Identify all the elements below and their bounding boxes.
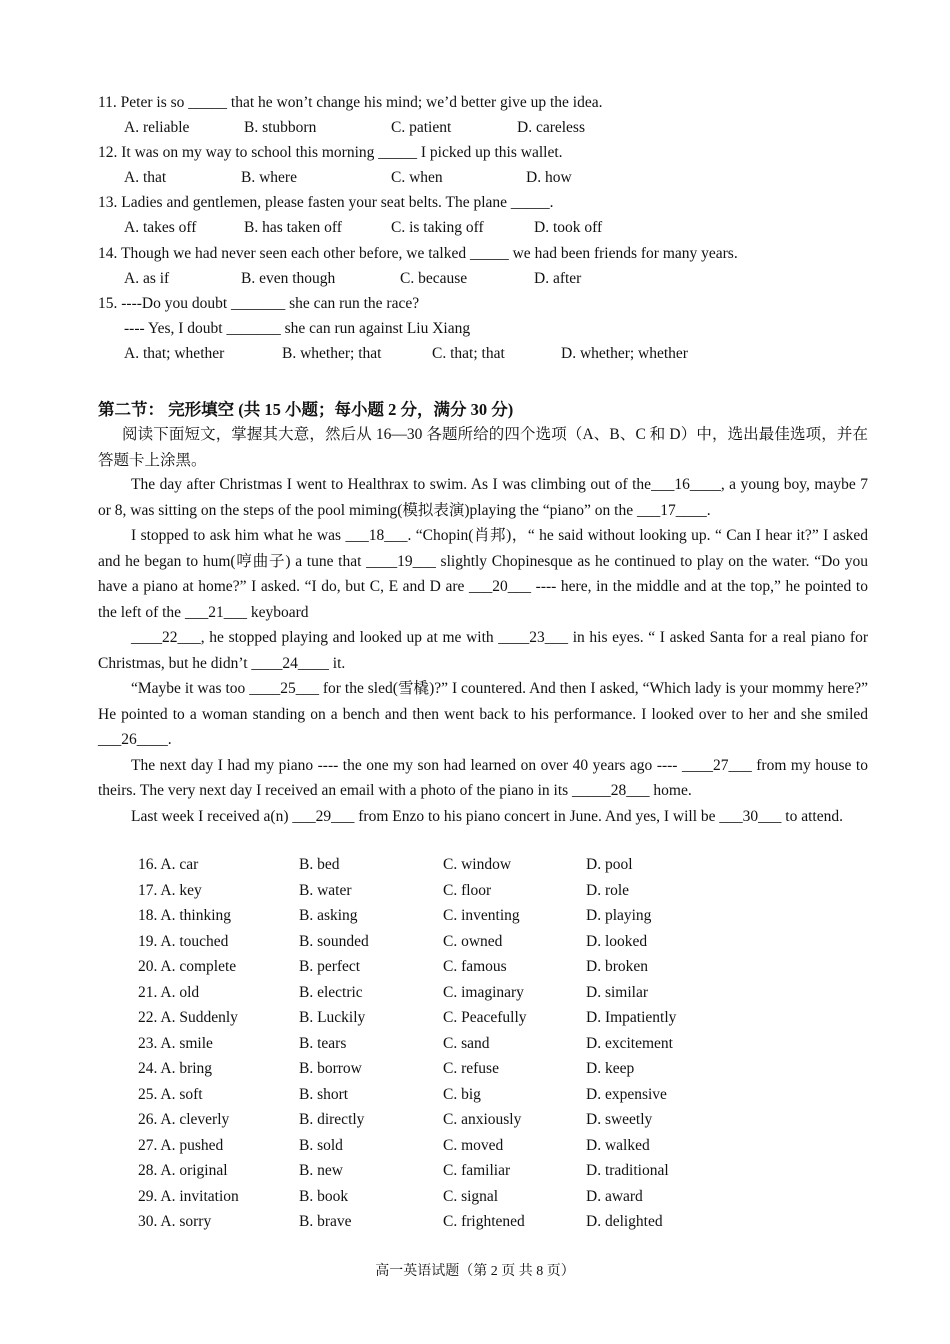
choice-b: B. new: [299, 1162, 343, 1179]
section-instruction: 阅读下面短文，掌握其大意，然后从 16—30 各题所给的四个选项（A、B、C 和 D）中，选出最佳选项，并在答题卡上涂黑。: [98, 426, 868, 469]
choice-c: C. famous: [443, 958, 507, 975]
choice-d: D. award: [586, 1187, 643, 1205]
option-a: A. as if: [124, 270, 170, 287]
option-a: A. takes off: [124, 219, 197, 236]
choice-c: C. owned: [443, 932, 503, 950]
question-13-stem: 13. Ladies and gentlemen, please fasten your seat belts. The plane _____.: [98, 194, 554, 211]
choice-c: C. floor: [443, 881, 492, 899]
choice-c: C. moved: [443, 1136, 504, 1154]
passage-paragraph: Last week I received a(n) ___29___ from Enzo to his piano concert in June. And yes, I will be ___30___ to attend.: [131, 807, 843, 825]
option-d: D. took off: [534, 219, 603, 236]
section-heading: 第二节： 完形填空 (共 15 小题；每小题 2 分，满分 30 分): [98, 400, 514, 419]
option-c: C. that; that: [432, 345, 505, 362]
choice-c: C. big: [443, 1085, 481, 1103]
choice-b: B. asking: [299, 907, 358, 924]
choice-b: B. water: [299, 881, 352, 899]
option-b: B. where: [241, 169, 297, 186]
choice-a: 29. A. invitation: [138, 1187, 239, 1205]
choice-a: 16. A. car: [138, 856, 199, 873]
choice-b: B. borrow: [299, 1060, 362, 1077]
choice-d: D. Impatiently: [586, 1009, 677, 1026]
choice-a: 19. A. touched: [138, 932, 229, 950]
option-a: A. reliable: [124, 119, 190, 136]
choice-c: C. inventing: [443, 907, 520, 924]
option-d: D. whether; whether: [561, 345, 688, 362]
option-b: B. even though: [241, 270, 336, 287]
option-c: C. patient: [391, 119, 452, 136]
choice-d: D. role: [586, 881, 630, 899]
choice-b: B. sold: [299, 1136, 343, 1154]
choice-d: D. playing: [586, 907, 652, 924]
choice-b: B. book: [299, 1187, 349, 1205]
choice-c: C. window: [443, 856, 512, 873]
choice-d: D. traditional: [586, 1162, 669, 1179]
option-c: C. is taking off: [391, 219, 484, 236]
choice-c: C. Peacefully: [443, 1009, 527, 1026]
choice-a: 18. A. thinking: [138, 907, 232, 924]
passage-paragraph: ____22___, he stopped playing and looked up at me with ____23___ in his eyes. “ I asked Santa for a real piano for Christmas, but he didn’t ____24____ it.: [98, 629, 868, 672]
page-footer: 高一英语试题（第 2 页 共 8 页）: [375, 1264, 575, 1279]
question-11-stem: 11. Peter is so _____ that he won’t change his mind; we’d better give up the idea.: [98, 94, 603, 111]
choice-d: D. pool: [586, 856, 633, 873]
choice-c: C. frightened: [443, 1213, 525, 1230]
choice-d: D. keep: [586, 1060, 635, 1077]
option-c: C. when: [391, 169, 443, 186]
option-d: D. after: [534, 270, 582, 287]
choice-d: D. excitement: [586, 1034, 673, 1052]
choice-b: B. bed: [299, 856, 340, 873]
choice-a: 27. A. pushed: [138, 1136, 224, 1154]
choice-b: B. brave: [299, 1213, 352, 1230]
option-b: B. stubborn: [244, 119, 317, 136]
choice-d: D. broken: [586, 958, 648, 975]
choice-d: D. walked: [586, 1136, 650, 1154]
choice-d: D. delighted: [586, 1213, 663, 1230]
passage-paragraph: I stopped to ask him what he was ___18___. “Chopin(肖邦)，“ he said without looking up. “ Can I hear it?” I asked and he began to hum(哼曲子) a tune that ____19___ slightly Chopinesque as he continued to play on the water. “Do you have a piano at home?” I asked. “I do, but C, E and D are ___20___ ---- here, in the middle and at the top,” he pointed to the left of the ___21___ keyboard: [98, 527, 868, 621]
choice-d: D. similar: [586, 983, 648, 1001]
cloze-passage: [98, 472, 868, 829]
question-14-stem: 14. Though we had never seen each other before, we talked _____ we had been friends for many years.: [98, 245, 738, 262]
choice-c: C. imaginary: [443, 983, 524, 1001]
choice-b: B. short: [299, 1085, 349, 1103]
choice-a: 22. A. Suddenly: [138, 1009, 238, 1026]
choice-b: B. perfect: [299, 958, 361, 975]
passage-paragraph: The day after Christmas I went to Healthrax to swim. As I was climbing out of the___16____, a young boy, maybe 7 or 8, was sitting on the steps of the pool miming(模拟表演)playing the “piano” on the ___17____.: [98, 476, 868, 519]
option-a: A. that; whether: [124, 345, 225, 362]
choice-a: 21. A. old: [138, 983, 200, 1001]
passage-paragraph: “Maybe it was too ____25___ for the sled(雪橇)?” I countered. And then I asked, “Which lady is your mommy here?” He pointed to a woman standing on a bench and then went back to his performance. I looked over to her and she smiled ___26____.: [98, 680, 868, 748]
question-12-stem: 12. It was on my way to school this morning _____ I picked up this wallet.: [98, 144, 563, 161]
choice-d: D. looked: [586, 932, 648, 950]
choice-a: 24. A. bring: [138, 1060, 213, 1077]
choice-d: D. expensive: [586, 1085, 667, 1103]
option-a: A. that: [124, 169, 167, 186]
option-b: B. whether; that: [282, 345, 382, 362]
choice-c: C. refuse: [443, 1060, 499, 1077]
option-d: D. how: [526, 169, 572, 186]
option-d: D. careless: [517, 119, 585, 136]
choice-a: 23. A. smile: [138, 1034, 213, 1052]
choice-a: 28. A. original: [138, 1162, 228, 1179]
option-b: B. has taken off: [244, 219, 342, 236]
choice-c: C. familiar: [443, 1162, 511, 1179]
choice-c: C. signal: [443, 1187, 499, 1205]
option-c: C. because: [400, 270, 468, 287]
choice-b: B. sounded: [299, 932, 369, 950]
choice-a: 25. A. soft: [138, 1085, 203, 1103]
choice-b: B. tears: [299, 1034, 347, 1052]
choice-a: 17. A. key: [138, 881, 202, 899]
choice-d: D. sweetly: [586, 1111, 653, 1128]
choice-a: 30. A. sorry: [138, 1213, 212, 1230]
passage-paragraph: The next day I had my piano ---- the one my son had learned on over 40 years ago ---- ____27___ from my house to theirs. The very next day I received an email with a photo of the piano in its _____28___ home.: [98, 756, 868, 799]
choice-b: B. Luckily: [299, 1009, 366, 1026]
question-15-stem: 15. ----Do you doubt _______ she can run the race?: [98, 295, 420, 312]
choice-c: C. anxiously: [443, 1111, 522, 1128]
choice-b: B. directly: [299, 1111, 365, 1128]
choice-a: 26. A. cleverly: [138, 1111, 230, 1128]
question-15-stem-reply: ---- Yes, I doubt _______ she can run against Liu Xiang: [124, 320, 471, 337]
choice-b: B. electric: [299, 983, 363, 1001]
choice-a: 20. A. complete: [138, 958, 237, 975]
choice-c: C. sand: [443, 1034, 490, 1052]
